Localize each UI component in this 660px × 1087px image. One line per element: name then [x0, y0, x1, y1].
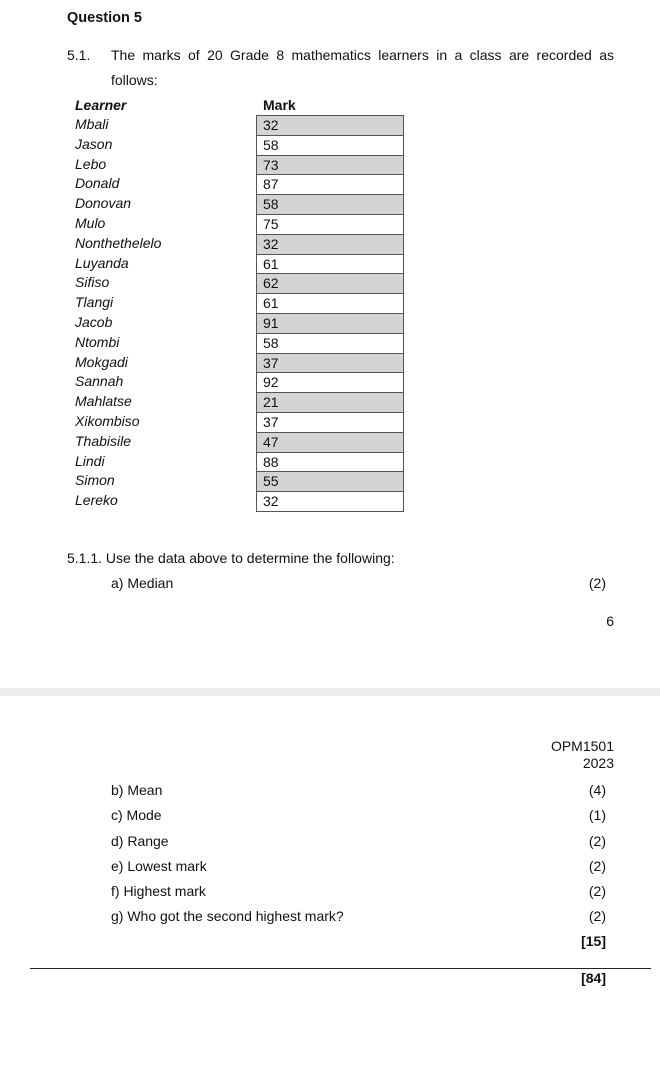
learner-name: Simon: [75, 472, 115, 489]
mark-cell: 37: [257, 413, 403, 433]
mark-cell: 21: [257, 393, 403, 413]
table-header-mark: Mark: [263, 97, 296, 113]
item-mode-label: c) Mode: [111, 807, 162, 823]
learner-name: Mulo: [75, 214, 106, 231]
subquestion-label: 5.1.1. Use the data above to determine the following:: [67, 550, 395, 566]
divider-line: [30, 968, 651, 969]
mark-cell: 87: [257, 175, 403, 195]
mark-cell: 62: [257, 274, 403, 294]
mark-cell: 47: [257, 433, 403, 453]
mark-cell: 32: [257, 235, 403, 255]
learner-name: Nonthethelelo: [75, 234, 162, 251]
learner-name: Donald: [75, 175, 120, 192]
learner-name: Lebo: [75, 155, 107, 172]
learner-name: Thabisile: [75, 432, 132, 449]
item-second-highest-label: g) Who got the second highest mark?: [111, 908, 344, 924]
table-header-learner: Learner: [75, 97, 127, 113]
mark-cell: 55: [257, 472, 403, 492]
mark-cell: 58: [257, 136, 403, 156]
mark-cell: 58: [257, 195, 403, 215]
item-median-marks: (2): [588, 575, 606, 591]
item-lowest-label: e) Lowest mark: [111, 858, 207, 874]
item-median-label: a) Median: [111, 575, 174, 591]
grand-total: [84]: [581, 970, 606, 986]
learner-name: Jason: [75, 135, 113, 152]
mark-cell: 61: [257, 294, 403, 314]
course-code: OPM1501: [550, 738, 614, 754]
question-title: Question 5: [67, 10, 142, 26]
item-mean-marks: (4): [588, 782, 606, 798]
learner-name: Sannah: [75, 373, 124, 390]
question-text-line1: The marks of 20 Grade 8 mathematics learners in a class are recorded as: [111, 47, 614, 63]
mark-cell: 88: [257, 453, 403, 473]
item-lowest-marks: (2): [588, 858, 606, 874]
mark-cell: 73: [257, 156, 403, 176]
marks-column: [256, 115, 404, 512]
mark-cell: 92: [257, 373, 403, 393]
learner-name: Luyanda: [75, 254, 129, 271]
question-text-line2: follows:: [111, 72, 158, 88]
page-break: [0, 688, 660, 696]
subquestion-total: [15]: [581, 933, 606, 949]
item-highest-marks: (2): [588, 883, 606, 899]
mark-cell: 37: [257, 354, 403, 374]
mark-cell: 91: [257, 314, 403, 334]
learner-name: Ntombi: [75, 333, 120, 350]
learner-name: Xikombiso: [75, 412, 140, 429]
item-range-marks: (2): [588, 833, 606, 849]
learner-names-column: [75, 115, 161, 511]
learner-name: Tlangi: [75, 294, 114, 311]
mark-cell: 75: [257, 215, 403, 235]
learner-name: Lindi: [75, 452, 105, 469]
learner-name: Mahlatse: [75, 393, 132, 410]
item-second-highest-marks: (2): [588, 908, 606, 924]
learner-name: Lereko: [75, 492, 118, 509]
learner-name: Mokgadi: [75, 353, 128, 370]
learner-name: Mbali: [75, 116, 109, 132]
learner-name: Jacob: [75, 313, 113, 330]
mark-cell: 32: [257, 116, 403, 136]
item-highest-label: f) Highest mark: [111, 883, 206, 899]
question-number: 5.1.: [67, 47, 91, 63]
item-mean-label: b) Mean: [111, 782, 163, 798]
mark-cell: 61: [257, 255, 403, 275]
learner-name: Sifiso: [75, 274, 110, 291]
item-mode-marks: (1): [588, 807, 606, 823]
item-range-label: d) Range: [111, 833, 169, 849]
mark-cell: 32: [257, 492, 403, 512]
handwritten-answer: 6: [606, 613, 614, 629]
mark-cell: 58: [257, 334, 403, 354]
year: 2023: [582, 755, 614, 771]
learner-name: Donovan: [75, 195, 132, 212]
